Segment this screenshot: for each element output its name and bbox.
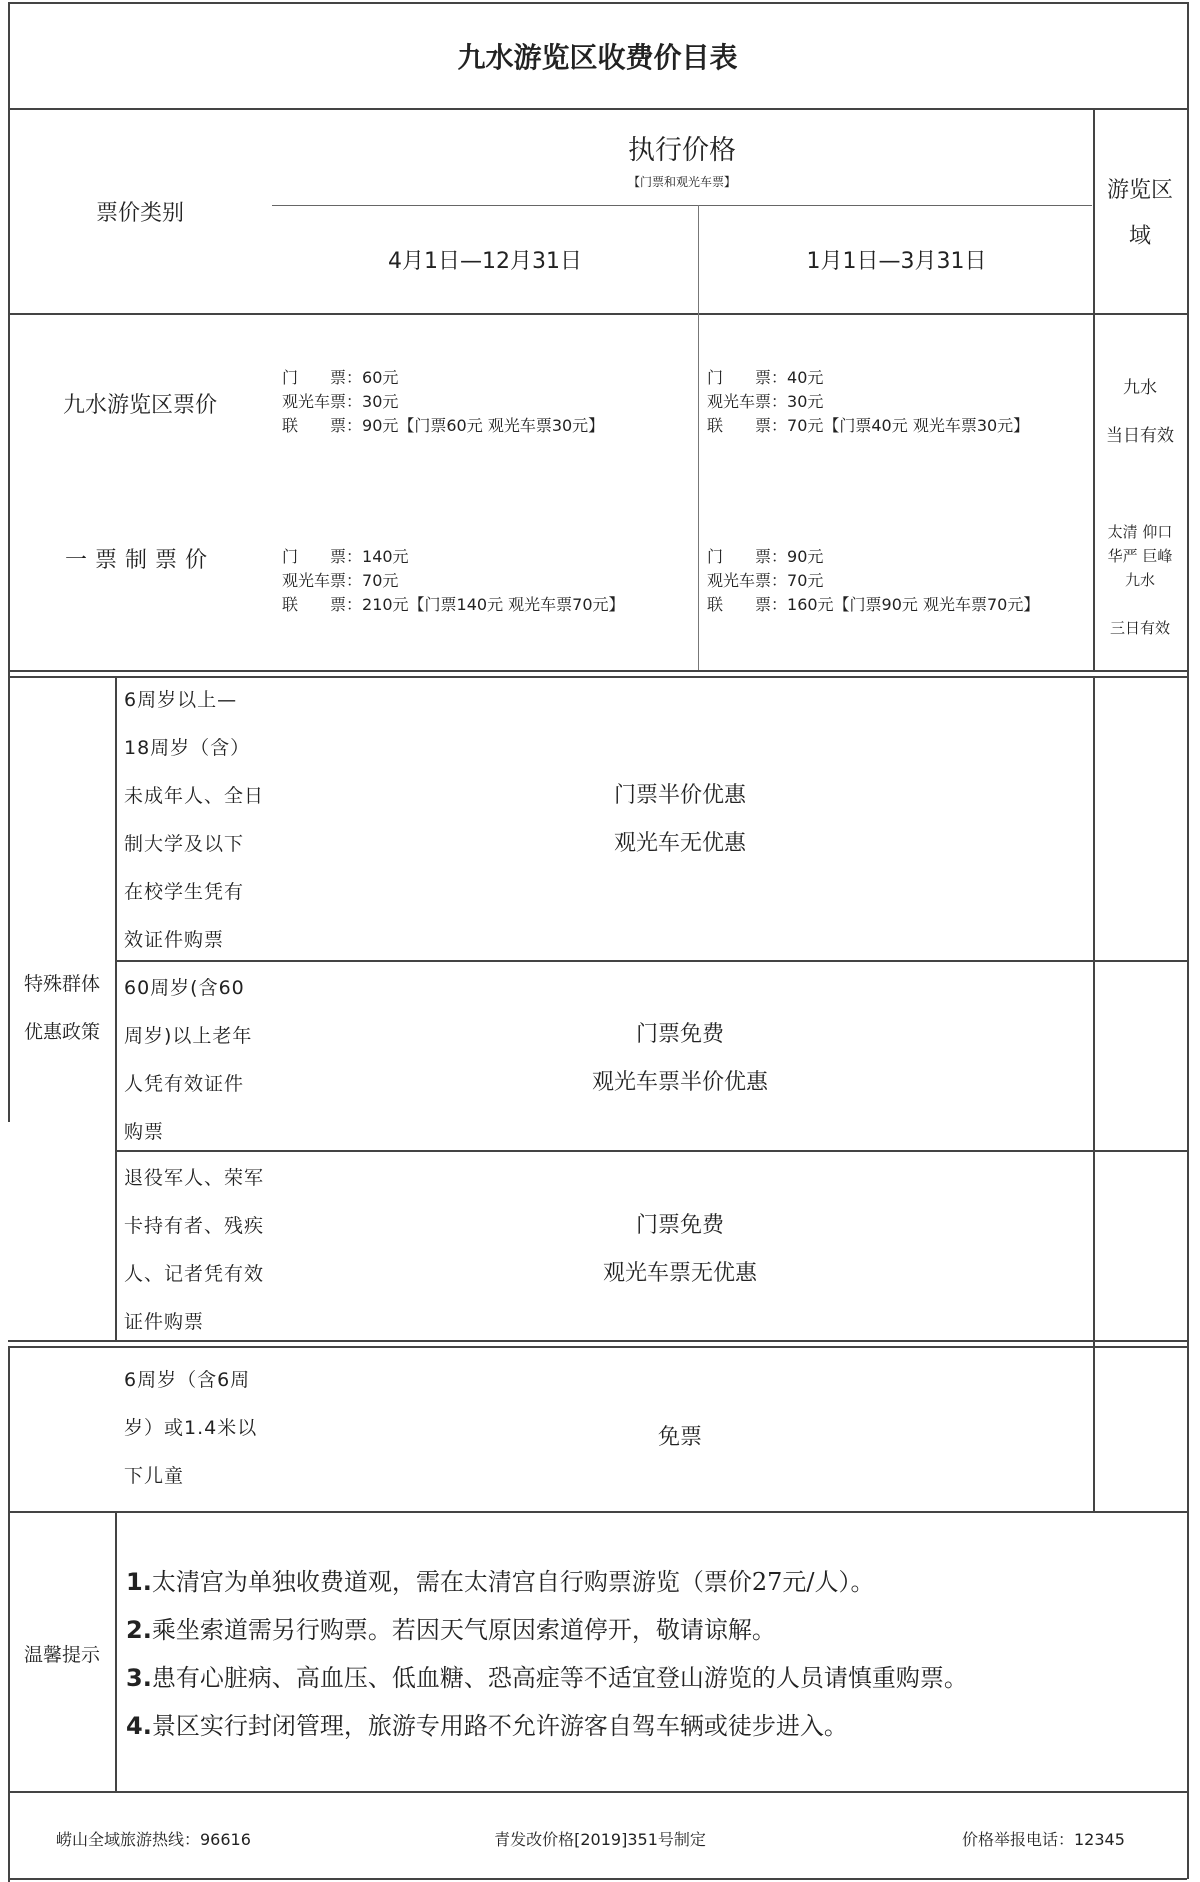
page-title: 九水游览区收费价目表 [457, 41, 738, 74]
price-line-label: 联 票： [707, 595, 788, 614]
price-row-2-name: 一票制票价 [64, 548, 215, 573]
price-line-value: 210元【门票140元 观光车票70元】 [362, 595, 625, 614]
price-line [282, 545, 696, 569]
tip-item [126, 1558, 1186, 1606]
price-line-value: 70元 [362, 571, 399, 590]
price-line-value: 70元【门票40元 观光车票30元】 [787, 416, 1030, 435]
child-who-line: 6周岁（含6周 [124, 1369, 251, 1391]
area-text: 太清 仰口 [1107, 523, 1173, 541]
footer-decree: 青发改价格[2019]351号制定 [494, 1830, 706, 1849]
group-who-line: 卡持有者、残疾 [124, 1215, 265, 1237]
group-who-line: 人、记者凭有效 [124, 1263, 265, 1285]
group-who-line: 购票 [124, 1121, 165, 1143]
benefit-line: 观光车票半价优惠 [591, 1070, 768, 1095]
child-section-bottom [8, 1511, 1187, 1513]
area-text: 当日有效 [1106, 426, 1174, 446]
price-line-label: 联 票： [282, 416, 363, 435]
price-line-value: 40元 [787, 368, 824, 387]
price-line-value: 90元 [787, 547, 824, 566]
child-who-line: 下儿童 [124, 1465, 185, 1487]
price-line [282, 593, 696, 617]
price-line-value: 70元 [787, 571, 824, 590]
header-subdivider [272, 205, 1092, 206]
tip-text: 景区实行封闭管理，旅游专用路不允许游客自驾车辆或徒步进入。 [151, 1712, 848, 1740]
price-line-value: 30元 [787, 392, 824, 411]
price-line-value: 30元 [362, 392, 399, 411]
period-header-1: 4月1日—12月31日 [388, 249, 582, 274]
tip-number: 4. [126, 1712, 152, 1740]
group-who-line: 制大学及以下 [124, 833, 245, 855]
title-divider [8, 108, 1187, 110]
price-line [707, 569, 1091, 593]
price-line [707, 593, 1091, 617]
child-who-line: 岁）或1.4米以 [124, 1417, 258, 1439]
price-row-1-period-2 [707, 366, 1091, 438]
child-section-top [8, 1346, 1187, 1348]
tip-item [126, 1702, 1186, 1750]
tips-label-column-line [115, 1511, 117, 1791]
tip-number: 1. [126, 1568, 152, 1596]
tip-item [126, 1654, 1186, 1702]
price-row-2-area [1095, 520, 1185, 640]
price-line [282, 414, 692, 438]
group-who-line: 6周岁以上— [124, 689, 238, 711]
special-group-2-benefit [480, 1011, 880, 1107]
price-line-value: 90元【门票60元 观光车票30元】 [362, 416, 605, 435]
tips-section-bottom [8, 1791, 1187, 1793]
tips-label: 温馨提示 [23, 1644, 100, 1666]
price-row-1-period-1 [282, 366, 692, 438]
price-line [707, 390, 1091, 414]
group-who-line: 未成年人、全日 [124, 785, 265, 807]
price-line-label: 观光车票： [282, 571, 363, 590]
special-group-1-benefit [480, 772, 880, 868]
price-header-note: 【门票和观光车票】 [627, 175, 736, 189]
special-row-divider-1 [115, 960, 1187, 962]
price-line-label: 门 票： [707, 368, 788, 387]
group-who-line: 在校学生凭有 [124, 881, 245, 903]
price-line-label: 观光车票： [707, 392, 788, 411]
price-line-label: 门 票： [282, 368, 363, 387]
tip-item [126, 1606, 1186, 1654]
period-header-2: 1月1日—3月31日 [806, 249, 987, 274]
special-group-3-who [124, 1154, 274, 1346]
group-who-line: 18周岁（含） [124, 737, 251, 759]
child-section-left [8, 1346, 10, 1882]
price-line-value: 60元 [362, 368, 399, 387]
price-line-label: 联 票： [707, 416, 788, 435]
area-text: 三日有效 [1109, 619, 1170, 637]
category-header: 票价类别 [95, 201, 184, 226]
price-line-label: 联 票： [282, 595, 363, 614]
special-group-2-who [124, 964, 274, 1156]
price-line [707, 366, 1091, 390]
table-border-right [1187, 2, 1189, 1879]
tip-text: 太清宫为单独收费道观，需在太清宫自行购票游览（票价27元/人）。 [151, 1568, 875, 1596]
price-row-2-period-1 [282, 545, 696, 617]
tips-list [126, 1558, 1186, 1750]
special-area-column-line [1093, 676, 1095, 1512]
area-text: 九水 [1124, 571, 1155, 589]
price-line-label: 门 票： [282, 547, 363, 566]
child-benefit: 免票 [657, 1425, 702, 1450]
table-border-bottom [8, 1878, 1187, 1880]
price-section-bottom [8, 670, 1187, 672]
price-line-label: 门 票： [707, 547, 788, 566]
tip-text: 乘坐索道需另行购票。若因天气原因索道停开，敬请谅解。 [151, 1616, 776, 1644]
price-line [282, 390, 692, 414]
benefit-line: 观光车无优惠 [613, 831, 746, 856]
benefit-line: 门票半价优惠 [613, 783, 746, 808]
tip-number: 2. [126, 1616, 152, 1644]
price-row-2-period-2 [707, 545, 1091, 617]
special-label [10, 960, 114, 1056]
area-header: 游览区域 [1106, 178, 1173, 249]
group-who-line: 60周岁(含60 [124, 977, 245, 999]
special-label-line: 特殊群体 [23, 973, 100, 995]
footer-hotline: 崂山全域旅游热线：96616 [56, 1830, 251, 1849]
special-row-divider-2 [115, 1150, 1187, 1152]
benefit-line: 观光车票无优惠 [602, 1261, 757, 1286]
price-line [282, 569, 696, 593]
price-line-label: 观光车票： [707, 571, 788, 590]
group-who-line: 效证件购票 [124, 929, 225, 951]
group-who-line: 证件购票 [124, 1311, 205, 1333]
table-border-left [8, 2, 10, 1122]
price-row-1-name: 九水游览区票价 [62, 393, 217, 418]
footer-report: 价格举报电话：12345 [962, 1830, 1125, 1849]
child-who [124, 1356, 274, 1500]
price-row-1-area [1095, 364, 1185, 460]
area-text: 华严 巨峰 [1107, 547, 1173, 565]
period-column-line [698, 205, 699, 670]
area-text: 九水 [1123, 378, 1157, 398]
price-header: 执行价格 [628, 135, 736, 166]
price-line [707, 414, 1091, 438]
price-line-value: 160元【门票90元 观光车票70元】 [787, 595, 1040, 614]
benefit-line: 门票免费 [635, 1213, 724, 1238]
table-border-top [8, 2, 1187, 4]
group-who-line: 周岁)以上老年 [124, 1025, 253, 1047]
special-label-line: 优惠政策 [23, 1021, 100, 1043]
tip-text: 患有心脏病、高血压、低血糖、恐高症等不适宜登山游览的人员请慎重购票。 [151, 1664, 968, 1692]
price-line-label: 观光车票： [282, 392, 363, 411]
price-line [707, 545, 1091, 569]
price-line-value: 140元 [362, 547, 409, 566]
header-divider [8, 313, 1187, 315]
special-group-1-who [124, 676, 274, 964]
group-who-line: 退役军人、荣军 [124, 1167, 265, 1189]
special-label-column-line [115, 676, 117, 1341]
tip-number: 3. [126, 1664, 152, 1692]
special-group-3-benefit [480, 1202, 880, 1298]
price-line [282, 366, 692, 390]
group-who-line: 人凭有效证件 [124, 1073, 245, 1095]
benefit-line: 门票免费 [635, 1022, 724, 1047]
